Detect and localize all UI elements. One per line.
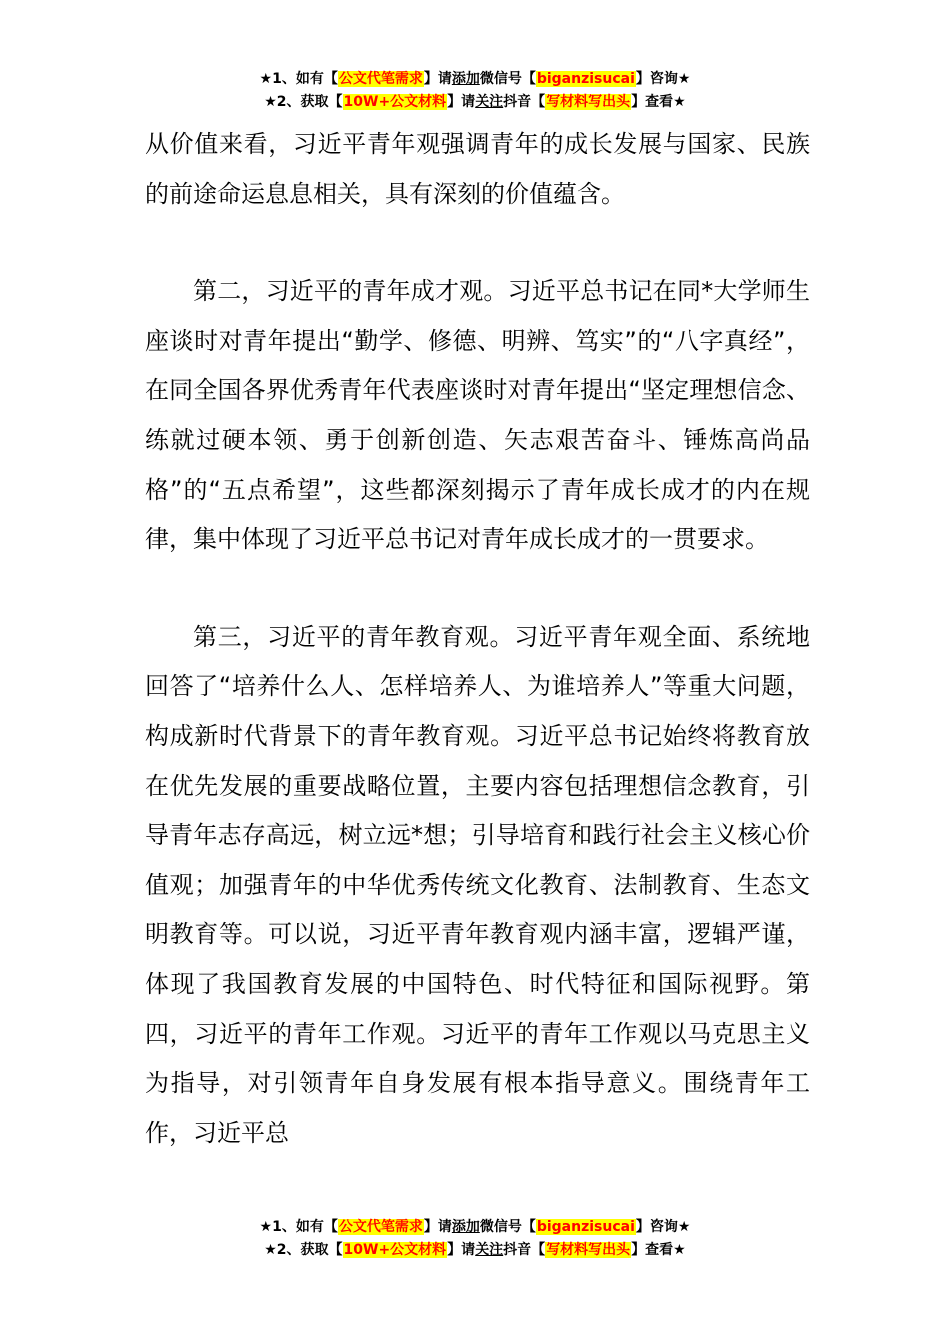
promo-underlined-text: 添加 xyxy=(451,71,480,87)
paragraph-spacer xyxy=(145,219,810,267)
promo-line-2 xyxy=(0,91,950,114)
promo-text: 微信号【 xyxy=(479,71,536,87)
paragraph-talent-view: 第二，习近平的青年成才观。习近平总书记在同*大学师生座谈时对青年提出“勤学、修德、明辨、笃实”的“八字真经”，在同全国各界优秀青年代表座谈时对青年提出“坚定理想信念、练就过硬本领、勇于创新创造、矢志艰苦奋斗、锤炼高尚品格”的“五点希望”，这些都深刻揭示了青年成长成才的内在规律，集中体现了习近平总书记对青年成长成才的一贯要求。 xyxy=(145,277,810,554)
promo-highlight: biganzisucai xyxy=(536,1219,635,1235)
promo-highlight: 写材料写出头 xyxy=(546,94,631,110)
promo-text: 】请 xyxy=(447,1242,476,1258)
promo-text: ★2、获取【 xyxy=(264,1242,343,1258)
promo-text: 】请 xyxy=(447,94,476,110)
header-promo-banner xyxy=(0,68,950,114)
promo-text: 抖音【 xyxy=(503,1242,546,1258)
promo-text: ★2、获取【 xyxy=(264,94,343,110)
promo-text: 】请 xyxy=(423,71,452,87)
promo-text: 抖音【 xyxy=(503,94,546,110)
promo-text: 】查看★ xyxy=(631,94,686,110)
document-body xyxy=(145,120,810,1158)
paragraph-value-intro: 从价值来看，习近平青年观强调青年的成长发展与国家、民族的前途命运息息相关，具有深刻的价值蕴含。 xyxy=(145,130,810,208)
promo-text: 微信号【 xyxy=(479,1219,536,1235)
promo-line-1 xyxy=(0,1216,950,1239)
promo-highlight: 公文代笔需求 xyxy=(338,71,423,87)
promo-text: 】咨询★ xyxy=(635,71,691,87)
promo-underlined-text: 关注 xyxy=(475,94,504,110)
promo-highlight: 写材料写出头 xyxy=(546,1242,631,1258)
promo-highlight: 10W+公文材料 xyxy=(343,1242,447,1258)
promo-text: 】请 xyxy=(423,1219,452,1235)
promo-line-2 xyxy=(0,1239,950,1262)
promo-highlight: biganzisucai xyxy=(536,71,635,87)
promo-underlined-text: 关注 xyxy=(475,1242,504,1258)
paragraph-education-view: 第三，习近平的青年教育观。习近平青年观全面、系统地回答了“培养什么人、怎样培养人、为谁培养人”等重大问题，构成新时代背景下的青年教育观。习近平总书记始终将教育放在优先发展的重要战略位置，主要内容包括理想信念教育，引导青年志存高远，树立远*想；引导培育和践行社会主义核心价值观；加强青年的中华优秀传统文化教育、法制教育、生态文明教育等。可以说，习近平青年教育观内涵丰富，逻辑严谨，体现了我国教育发展的中国特色、时代特征和国际视野。第四，习近平的青年工作观。习近平的青年工作观以马克思主义为指导，对引领青年自身发展有根本指导意义。围绕青年工作，习近平总 xyxy=(145,622,810,1147)
promo-line-1 xyxy=(0,68,950,91)
promo-highlight: 公文代笔需求 xyxy=(338,1219,423,1235)
paragraph-spacer xyxy=(145,565,810,613)
promo-highlight: 10W+公文材料 xyxy=(343,94,447,110)
promo-underlined-text: 添加 xyxy=(451,1219,480,1235)
promo-text: 】查看★ xyxy=(631,1242,686,1258)
promo-text: 】咨询★ xyxy=(635,1219,691,1235)
promo-text: ★1、如有【 xyxy=(259,71,338,87)
footer-promo-banner xyxy=(0,1216,950,1262)
promo-text: ★1、如有【 xyxy=(259,1219,338,1235)
